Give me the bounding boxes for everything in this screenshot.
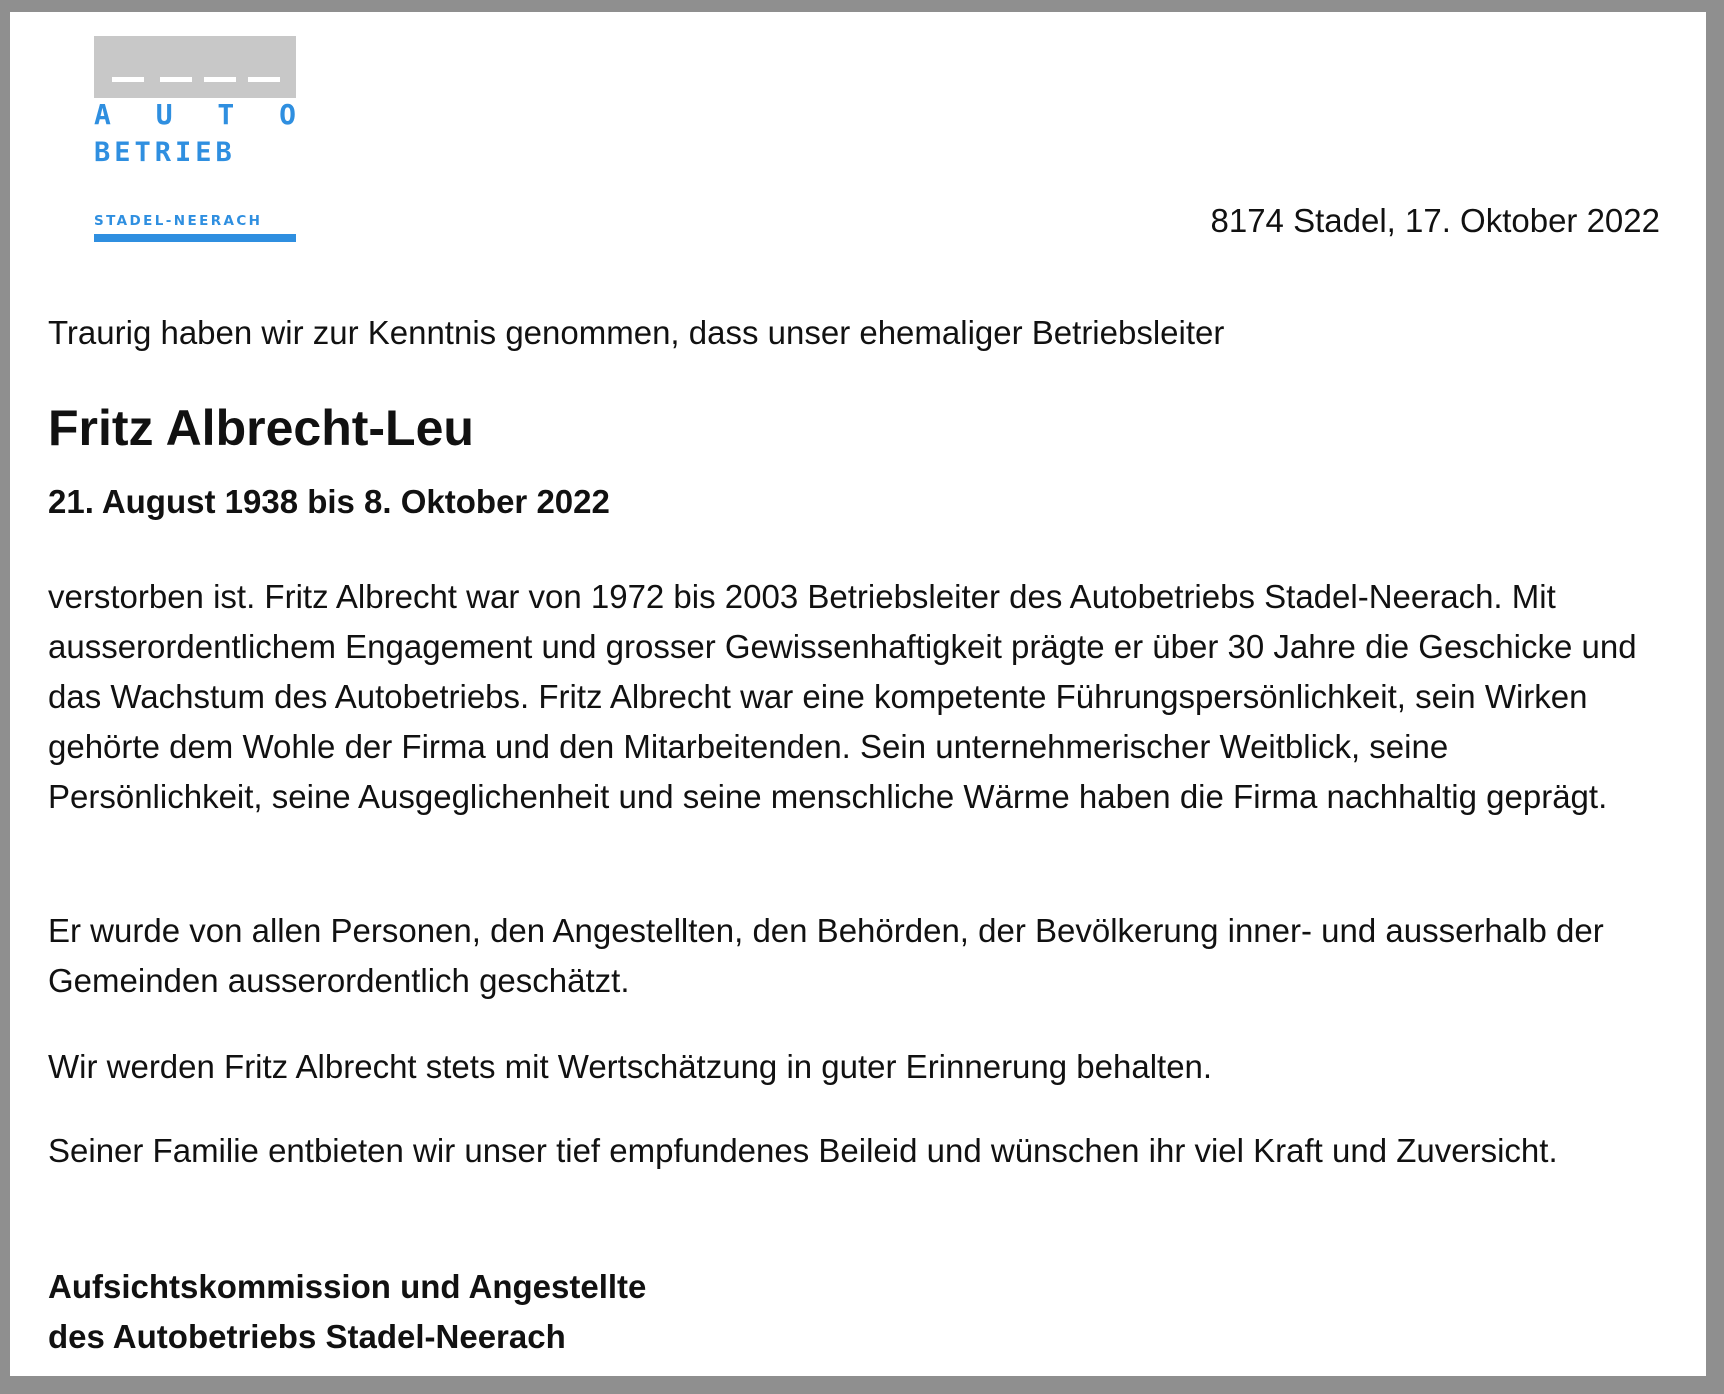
logo-betrieb-text: BETRIEB: [94, 137, 236, 168]
logo-letter: U: [155, 98, 173, 131]
notice-page: [10, 12, 1706, 1376]
paragraph-memory: Wir werden Fritz Albrecht stets mit Wertschätzung in guter Erinnerung behalten.: [48, 1048, 1213, 1085]
date-line: 8174 Stadel, 17. Oktober 2022: [1210, 202, 1660, 239]
logo-road-dash: [248, 77, 280, 82]
logo-road-graphic: [94, 36, 296, 98]
logo-road-dash: [160, 77, 192, 82]
logo-auto-text: [94, 98, 296, 132]
logo-letter: T: [217, 98, 235, 131]
deceased-name: Fritz Albrecht-Leu: [48, 400, 474, 456]
intro-text: Traurig haben wir zur Kenntnis genommen, dass unser ehemaliger Betriebsleiter: [48, 314, 1225, 351]
logo-underline: [94, 234, 296, 242]
life-dates: 21. August 1938 bis 8. Oktober 2022: [48, 483, 610, 520]
company-logo: [94, 36, 296, 250]
logo-letter: O: [279, 98, 296, 131]
signature-line: des Autobetriebs Stadel-Neerach: [48, 1318, 566, 1355]
paragraph-condolence: Seiner Familie entbieten wir unser tief empfundenes Beileid und wünschen ihr viel Kraft und Zuversicht.: [48, 1132, 1558, 1169]
paragraph-career: verstorben ist. Fritz Albrecht war von 1972 bis 2003 Betriebsleiter des Autobetriebs Stadel-Neerach. Mit ausserordentlichem Engagement und grosser Gewissenhaftigkeit prägte er über 30 Jahre die Geschicke und das Wachstum des Autobetriebs. Fritz Albrecht war eine kompetente Führungspersönlichkeit, sein Wirken gehörte dem Wohle der Firma und den Mitarbeitenden. Sein unternehmerischer Weitblick, seine Persönlichkeit, seine Ausgeglichenheit und seine menschliche Wärme haben die Firma nachhaltig geprägt.: [48, 578, 1637, 815]
logo-road-dash: [204, 77, 236, 82]
paragraph-esteem: Er wurde von allen Personen, den Angestellten, den Behörden, der Bevölkerung inner- und ausserhalb der Gemeinden ausserordentlich geschätzt.: [48, 912, 1604, 999]
logo-road-dash: [112, 77, 144, 82]
signature: [48, 1262, 646, 1362]
signature-line: Aufsichtskommission und Angestellte: [48, 1268, 647, 1305]
logo-letter: A: [94, 98, 111, 131]
logo-place-text: STADEL-NEERACH: [94, 213, 263, 229]
